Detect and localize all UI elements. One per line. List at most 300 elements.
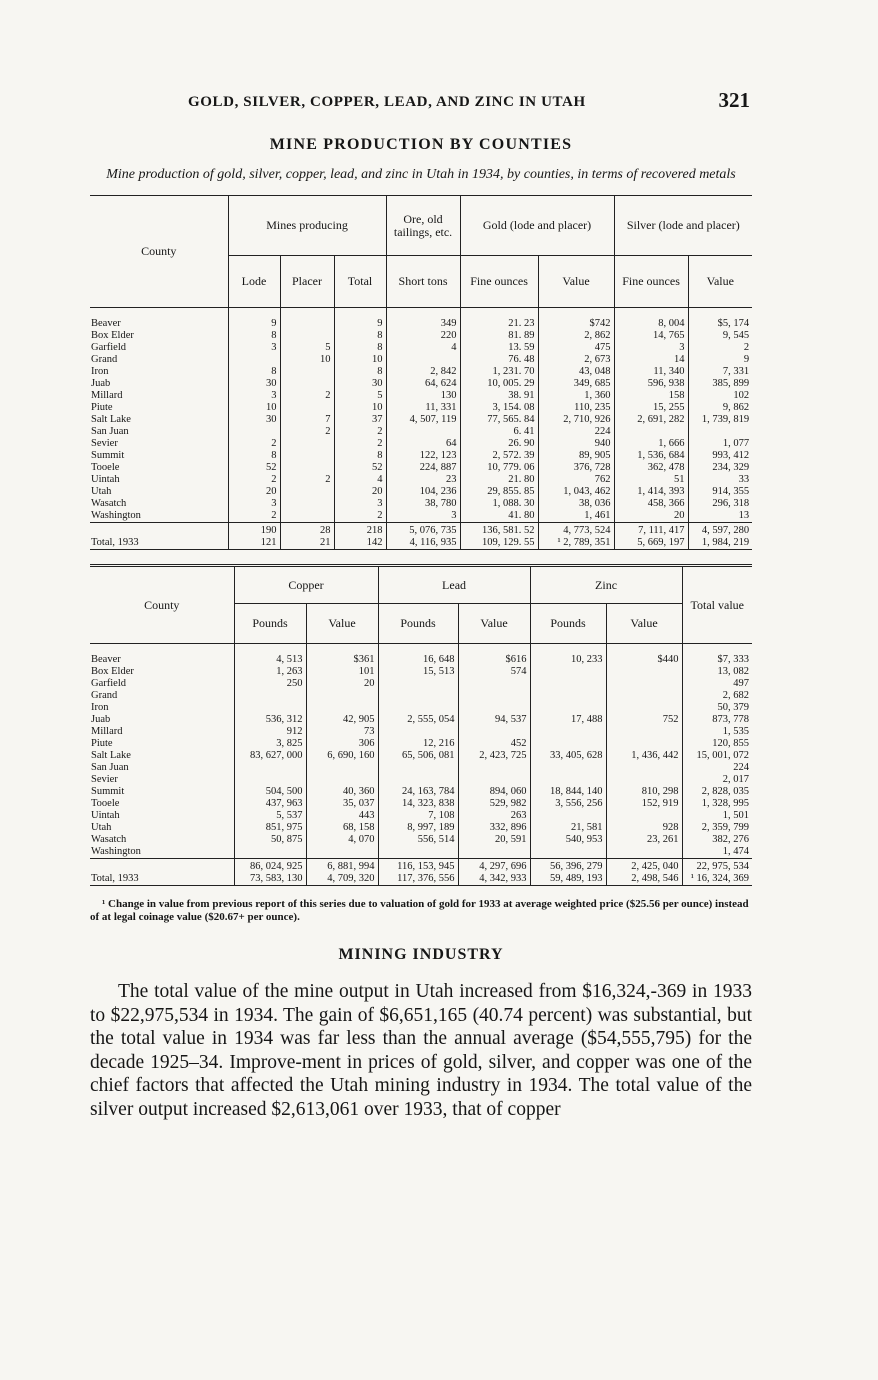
- value-cell: 2, 710, 926: [538, 414, 614, 426]
- value-cell: 1, 535: [682, 726, 752, 738]
- value-cell: 30: [228, 414, 280, 426]
- value-cell: [530, 774, 606, 786]
- value-cell: 1, 536, 684: [614, 450, 688, 462]
- value-cell: [530, 702, 606, 714]
- county-cell: Iron: [91, 702, 109, 713]
- value-cell: 2: [334, 438, 386, 450]
- value-cell: [606, 702, 682, 714]
- value-cell: [530, 762, 606, 774]
- value-cell: 8, 004: [614, 318, 688, 330]
- value-cell: 2: [228, 438, 280, 450]
- value-cell: 52: [228, 462, 280, 474]
- zinc-pounds-header: Pounds: [530, 604, 606, 644]
- value-cell: 33, 405, 628: [530, 750, 606, 762]
- value-cell: [606, 762, 682, 774]
- value-cell: 9: [334, 318, 386, 330]
- total-1933-row: [90, 873, 752, 886]
- short-tons-header: Short tons: [386, 256, 460, 308]
- value-cell: 136, 581. 52: [460, 523, 538, 538]
- county-cell: Washington: [91, 510, 141, 521]
- value-cell: 142: [334, 537, 386, 550]
- value-cell: 30: [334, 378, 386, 390]
- value-cell: 10, 779. 06: [460, 462, 538, 474]
- value-cell: 13, 082: [682, 666, 752, 678]
- value-cell: 2, 673: [538, 354, 614, 366]
- value-cell: [458, 762, 530, 774]
- value-cell: 8: [228, 366, 280, 378]
- value-cell: 1, 984, 219: [688, 537, 752, 550]
- value-cell: 452: [458, 738, 530, 750]
- value-cell: 86, 024, 925: [234, 859, 306, 874]
- value-cell: 117, 376, 556: [378, 873, 458, 886]
- value-cell: 12, 216: [378, 738, 458, 750]
- lead-value-header: Value: [458, 604, 530, 644]
- value-cell: 22, 975, 534: [682, 859, 752, 874]
- value-cell: 928: [606, 822, 682, 834]
- table-row: [90, 810, 752, 822]
- total-1933-row: [90, 537, 752, 550]
- value-cell: [606, 774, 682, 786]
- value-cell: 4: [334, 474, 386, 486]
- value-cell: 10, 233: [530, 654, 606, 666]
- value-cell: 3: [228, 498, 280, 510]
- value-cell: 224: [682, 762, 752, 774]
- value-cell: 3, 556, 256: [530, 798, 606, 810]
- value-cell: 2, 017: [682, 774, 752, 786]
- county-cell: Utah: [91, 822, 112, 833]
- value-cell: 5: [334, 390, 386, 402]
- value-cell: [280, 510, 334, 523]
- county-cell: Grand: [91, 354, 118, 365]
- value-cell: 1, 043, 462: [538, 486, 614, 498]
- county-cell: Total, 1933: [91, 873, 139, 884]
- table-row: [90, 330, 752, 342]
- value-cell: 20: [306, 678, 378, 690]
- value-cell: 385, 899: [688, 378, 752, 390]
- value-cell: 220: [386, 330, 460, 342]
- value-cell: 497: [682, 678, 752, 690]
- value-cell: [378, 690, 458, 702]
- county-cell: Wasatch: [91, 834, 127, 845]
- value-cell: 23: [386, 474, 460, 486]
- value-cell: 20, 591: [458, 834, 530, 846]
- value-cell: 8: [334, 450, 386, 462]
- value-cell: 1, 436, 442: [606, 750, 682, 762]
- county-header: County: [144, 597, 180, 612]
- table-row: [90, 510, 752, 523]
- value-cell: 40, 360: [306, 786, 378, 798]
- value-cell: 2, 423, 725: [458, 750, 530, 762]
- value-cell: 1, 474: [682, 846, 752, 859]
- value-cell: [458, 702, 530, 714]
- value-cell: 296, 318: [688, 498, 752, 510]
- value-cell: 4, 297, 696: [458, 859, 530, 874]
- table-row: [90, 378, 752, 390]
- value-cell: 762: [538, 474, 614, 486]
- table-row: [90, 798, 752, 810]
- value-cell: 21. 23: [460, 318, 538, 330]
- county-cell: San Juan: [91, 426, 129, 437]
- value-cell: 10: [228, 402, 280, 414]
- value-cell: 234, 329: [688, 462, 752, 474]
- value-cell: 116, 153, 945: [378, 859, 458, 874]
- value-cell: [234, 762, 306, 774]
- value-cell: 21: [280, 537, 334, 550]
- value-cell: 1, 414, 393: [614, 486, 688, 498]
- value-cell: 130: [386, 390, 460, 402]
- total-1934-row: [90, 859, 752, 874]
- value-cell: 104, 236: [386, 486, 460, 498]
- county-cell: Salt Lake: [91, 750, 131, 761]
- value-cell: 8: [334, 366, 386, 378]
- county-cell: Juab: [91, 714, 111, 725]
- county-cell: Summit: [91, 786, 125, 797]
- value-cell: 7, 108: [378, 810, 458, 822]
- gold-fine-ounces-header: Fine ounces: [460, 256, 538, 308]
- value-cell: 3, 825: [234, 738, 306, 750]
- value-cell: 15, 255: [614, 402, 688, 414]
- total-header: Total: [334, 256, 386, 308]
- value-cell: 4, 070: [306, 834, 378, 846]
- lode-header: Lode: [228, 256, 280, 308]
- value-cell: 437, 963: [234, 798, 306, 810]
- value-cell: [458, 690, 530, 702]
- table-row: [90, 762, 752, 774]
- table-row: [90, 654, 752, 666]
- value-cell: 56, 396, 279: [530, 859, 606, 874]
- county-cell: Uintah: [91, 810, 120, 821]
- value-cell: 102: [688, 390, 752, 402]
- table-row: [90, 342, 752, 354]
- value-cell: 3: [334, 498, 386, 510]
- value-cell: [306, 762, 378, 774]
- table-row: [90, 678, 752, 690]
- value-cell: 89, 905: [538, 450, 614, 462]
- value-cell: [688, 426, 752, 438]
- value-cell: [234, 774, 306, 786]
- value-cell: 38, 036: [538, 498, 614, 510]
- value-cell: [378, 846, 458, 859]
- ore-header: Ore, old tailings, etc.: [386, 196, 460, 256]
- gold-header: Gold (lode and placer): [460, 196, 614, 256]
- value-cell: [378, 726, 458, 738]
- value-cell: 9: [688, 354, 752, 366]
- value-cell: 5, 669, 197: [614, 537, 688, 550]
- value-cell: 4, 116, 935: [386, 537, 460, 550]
- value-cell: [530, 810, 606, 822]
- value-cell: 1, 231. 70: [460, 366, 538, 378]
- value-cell: 940: [538, 438, 614, 450]
- table-row: [90, 402, 752, 414]
- value-cell: [378, 762, 458, 774]
- value-cell: 4, 342, 933: [458, 873, 530, 886]
- county-cell: Summit: [91, 450, 125, 461]
- table-row: [90, 366, 752, 378]
- silver-fine-ounces-header: Fine ounces: [614, 256, 688, 308]
- value-cell: 65, 506, 081: [378, 750, 458, 762]
- value-cell: 2, 359, 799: [682, 822, 752, 834]
- table-row: [90, 486, 752, 498]
- table-row: [90, 390, 752, 402]
- county-cell: Tooele: [91, 462, 120, 473]
- value-cell: 3: [614, 342, 688, 354]
- county-cell: Salt Lake: [91, 414, 131, 425]
- value-cell: [234, 846, 306, 859]
- value-cell: 382, 276: [682, 834, 752, 846]
- value-cell: [280, 450, 334, 462]
- value-cell: 16, 648: [378, 654, 458, 666]
- value-cell: [458, 846, 530, 859]
- county-cell: Box Elder: [91, 330, 134, 341]
- value-cell: 10: [280, 354, 334, 366]
- value-cell: 443: [306, 810, 378, 822]
- value-cell: 83, 627, 000: [234, 750, 306, 762]
- value-cell: [280, 438, 334, 450]
- silver-header: Silver (lode and placer): [614, 196, 752, 256]
- value-cell: 35, 037: [306, 798, 378, 810]
- county-cell: Iron: [91, 366, 109, 377]
- county-cell: Garfield: [91, 678, 126, 689]
- value-cell: 4: [386, 342, 460, 354]
- value-cell: 7: [280, 414, 334, 426]
- value-cell: [530, 846, 606, 859]
- value-cell: 8, 997, 189: [378, 822, 458, 834]
- value-cell: [606, 678, 682, 690]
- value-cell: 73, 583, 130: [234, 873, 306, 886]
- value-cell: 6, 881, 994: [306, 859, 378, 874]
- page-number: 321: [718, 88, 750, 112]
- table-row: [90, 714, 752, 726]
- value-cell: [280, 486, 334, 498]
- value-cell: [280, 402, 334, 414]
- value-cell: 306: [306, 738, 378, 750]
- value-cell: 540, 953: [530, 834, 606, 846]
- value-cell: [606, 810, 682, 822]
- value-cell: 14, 323, 838: [378, 798, 458, 810]
- value-cell: [530, 666, 606, 678]
- table-row: [90, 846, 752, 859]
- value-cell: 752: [606, 714, 682, 726]
- value-cell: 4, 513: [234, 654, 306, 666]
- value-cell: 101: [306, 666, 378, 678]
- value-cell: 914, 355: [688, 486, 752, 498]
- value-cell: 20: [334, 486, 386, 498]
- value-cell: 5, 537: [234, 810, 306, 822]
- value-cell: [234, 702, 306, 714]
- value-cell: 17, 488: [530, 714, 606, 726]
- table-row: [90, 822, 752, 834]
- county-header: County: [141, 244, 177, 258]
- value-cell: 94, 537: [458, 714, 530, 726]
- value-cell: 2, 842: [386, 366, 460, 378]
- value-cell: 23, 261: [606, 834, 682, 846]
- value-cell: 3: [228, 390, 280, 402]
- value-cell: 50, 875: [234, 834, 306, 846]
- silver-value-header: Value: [688, 256, 752, 308]
- value-cell: 20: [228, 486, 280, 498]
- value-cell: 263: [458, 810, 530, 822]
- value-cell: $7, 333: [682, 654, 752, 666]
- value-cell: 13: [688, 510, 752, 523]
- value-cell: 458, 366: [614, 498, 688, 510]
- value-cell: 536, 312: [234, 714, 306, 726]
- table-row: [90, 738, 752, 750]
- value-cell: 3: [386, 510, 460, 523]
- value-cell: 475: [538, 342, 614, 354]
- value-cell: [530, 726, 606, 738]
- value-cell: [280, 498, 334, 510]
- table-row: [90, 354, 752, 366]
- value-cell: 2: [280, 426, 334, 438]
- value-cell: ¹ 16, 324, 369: [682, 873, 752, 886]
- value-cell: 33: [688, 474, 752, 486]
- value-cell: [378, 702, 458, 714]
- value-cell: [606, 846, 682, 859]
- table-row: [90, 690, 752, 702]
- value-cell: 190: [228, 523, 280, 538]
- value-cell: $361: [306, 654, 378, 666]
- value-cell: 2, 862: [538, 330, 614, 342]
- value-cell: 529, 982: [458, 798, 530, 810]
- value-cell: 11, 340: [614, 366, 688, 378]
- value-cell: 2, 682: [682, 690, 752, 702]
- value-cell: [606, 690, 682, 702]
- value-cell: 574: [458, 666, 530, 678]
- table-row: [90, 774, 752, 786]
- value-cell: 596, 938: [614, 378, 688, 390]
- value-cell: [306, 774, 378, 786]
- value-cell: 1, 088. 30: [460, 498, 538, 510]
- value-cell: [228, 426, 280, 438]
- value-cell: 504, 500: [234, 786, 306, 798]
- county-cell: Sevier: [91, 438, 118, 449]
- value-cell: 81. 89: [460, 330, 538, 342]
- value-cell: [530, 690, 606, 702]
- value-cell: 2: [334, 426, 386, 438]
- value-cell: 21. 80: [460, 474, 538, 486]
- value-cell: 2, 498, 546: [606, 873, 682, 886]
- value-cell: 7, 331: [688, 366, 752, 378]
- county-cell: Tooele: [91, 798, 120, 809]
- value-cell: 2: [228, 510, 280, 523]
- value-cell: 810, 298: [606, 786, 682, 798]
- value-cell: 13. 59: [460, 342, 538, 354]
- value-cell: [606, 738, 682, 750]
- county-cell: Juab: [91, 378, 111, 389]
- value-cell: 30: [228, 378, 280, 390]
- copper-pounds-header: Pounds: [234, 604, 306, 644]
- table-row: [90, 498, 752, 510]
- value-cell: 28: [280, 523, 334, 538]
- value-cell: 362, 478: [614, 462, 688, 474]
- value-cell: [280, 378, 334, 390]
- value-cell: [306, 690, 378, 702]
- value-cell: 2, 572. 39: [460, 450, 538, 462]
- gold-value-header: Value: [538, 256, 614, 308]
- value-cell: 2: [688, 342, 752, 354]
- value-cell: 1, 461: [538, 510, 614, 523]
- county-cell: Total, 1933: [91, 537, 139, 548]
- value-cell: 7, 111, 417: [614, 523, 688, 538]
- value-cell: [378, 774, 458, 786]
- lead-header: Lead: [378, 566, 530, 604]
- section-title-mining-industry: MINING INDUSTRY: [338, 946, 504, 963]
- value-cell: [280, 318, 334, 330]
- value-cell: 24, 163, 784: [378, 786, 458, 798]
- value-cell: [614, 426, 688, 438]
- value-cell: 152, 919: [606, 798, 682, 810]
- value-cell: [280, 330, 334, 342]
- value-cell: 2, 555, 054: [378, 714, 458, 726]
- value-cell: 2: [280, 390, 334, 402]
- value-cell: 349, 685: [538, 378, 614, 390]
- county-cell: Millard: [91, 390, 123, 401]
- county-cell: Grand: [91, 690, 118, 701]
- value-cell: $616: [458, 654, 530, 666]
- value-cell: 8: [228, 450, 280, 462]
- value-cell: 50, 379: [682, 702, 752, 714]
- value-cell: [606, 726, 682, 738]
- value-cell: [386, 354, 460, 366]
- value-cell: 52: [334, 462, 386, 474]
- value-cell: 556, 514: [378, 834, 458, 846]
- value-cell: 1, 328, 995: [682, 798, 752, 810]
- county-cell: Box Elder: [91, 666, 134, 677]
- body-paragraph: The total value of the mine output in Utah increased from $16,324,-369 in 1933 to $22,975,534 in 1934. The gain of $6,651,165 (40.74 percent) was substantial, but the total value in 1934 was far less than the annual average ($54,555,795) for the decade 1925–34. Improve-ment in prices of gold, silver, and copper was one of the chief factors that affected the Utah mining industry in 1934. The total value of the silver output increased $2,613,061 over 1933, that of copper: [90, 981, 752, 1120]
- zinc-value-header: Value: [606, 604, 682, 644]
- value-cell: 21, 581: [530, 822, 606, 834]
- document-page: [90, 88, 752, 1121]
- value-cell: 376, 728: [538, 462, 614, 474]
- table-row: [90, 474, 752, 486]
- production-table-gold-silver: [90, 195, 752, 550]
- value-cell: 9, 862: [688, 402, 752, 414]
- value-cell: 993, 412: [688, 450, 752, 462]
- value-cell: 37: [334, 414, 386, 426]
- copper-header: Copper: [234, 566, 378, 604]
- value-cell: $440: [606, 654, 682, 666]
- value-cell: 14, 765: [614, 330, 688, 342]
- value-cell: 332, 896: [458, 822, 530, 834]
- value-cell: [458, 774, 530, 786]
- production-table-copper-lead-zinc: [90, 564, 752, 886]
- table-row: [90, 450, 752, 462]
- value-cell: 109, 129. 55: [460, 537, 538, 550]
- value-cell: 43, 048: [538, 366, 614, 378]
- value-cell: 51: [614, 474, 688, 486]
- county-cell: Millard: [91, 726, 123, 737]
- value-cell: 894, 060: [458, 786, 530, 798]
- value-cell: 64, 624: [386, 378, 460, 390]
- value-cell: 2: [280, 474, 334, 486]
- total-1934-row: [90, 523, 752, 538]
- county-cell: Washington: [91, 846, 141, 857]
- value-cell: 3: [228, 342, 280, 354]
- value-cell: [228, 354, 280, 366]
- value-cell: 8: [228, 330, 280, 342]
- value-cell: 873, 778: [682, 714, 752, 726]
- value-cell: 77, 565. 84: [460, 414, 538, 426]
- value-cell: 1, 263: [234, 666, 306, 678]
- table-row: [90, 666, 752, 678]
- value-cell: [458, 678, 530, 690]
- value-cell: 6. 41: [460, 426, 538, 438]
- value-cell: 11, 331: [386, 402, 460, 414]
- value-cell: 6, 690, 160: [306, 750, 378, 762]
- mines-producing-header: Mines producing: [228, 196, 386, 256]
- value-cell: $5, 174: [688, 318, 752, 330]
- value-cell: 5: [280, 342, 334, 354]
